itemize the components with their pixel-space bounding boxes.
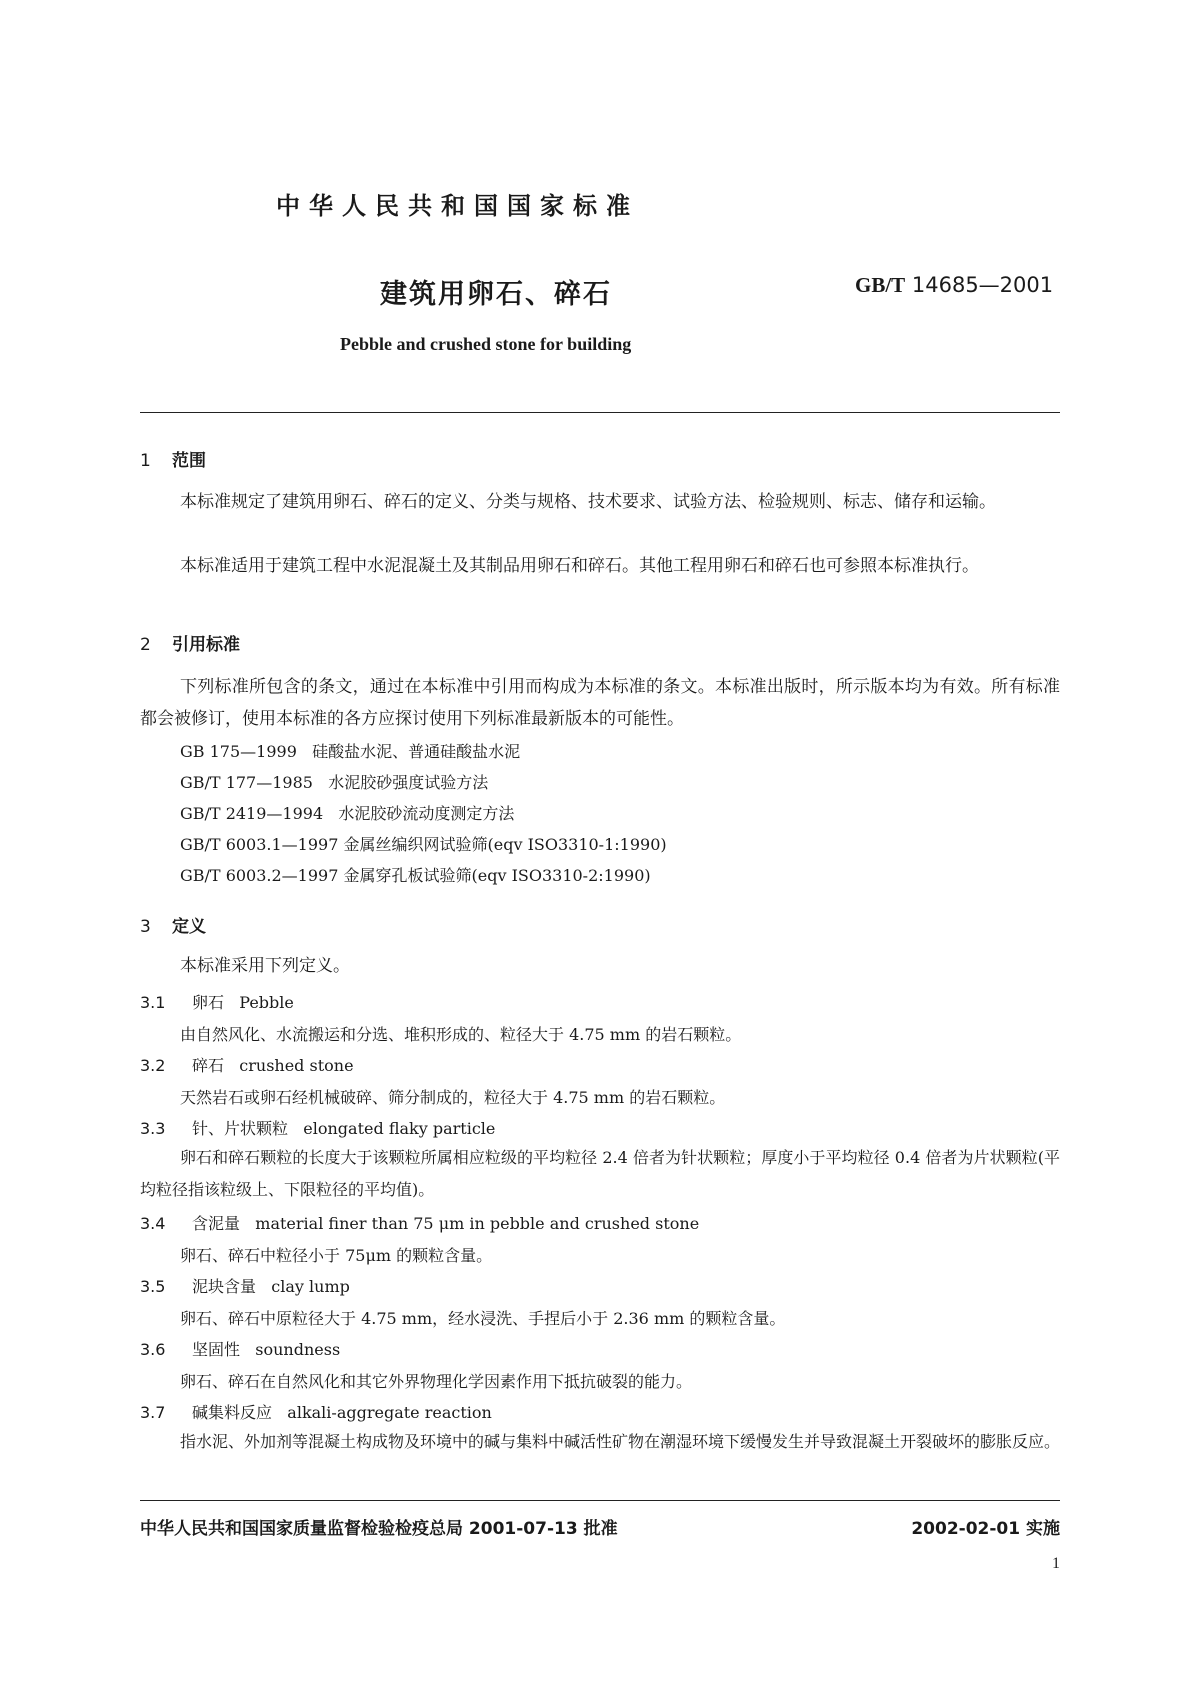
section-number: 2 [140,635,151,655]
reference-name: 金属穿孔板试验筛(eqv ISO3310-2:1990) [343,866,651,885]
term-en: alkali-aggregate reaction [287,1403,492,1422]
reference-item [180,770,488,793]
clause-number: 3.2 [140,1056,166,1075]
reference-name: 金属丝编织网试验筛(eqv ISO3310-1:1990) [343,835,667,854]
clause-number: 3.6 [140,1340,166,1359]
definition-term [140,1400,492,1423]
clause-number: 3.5 [140,1277,166,1296]
definition-term [140,1211,699,1234]
term-cn: 卵石 [192,993,225,1012]
term-en: soundness [255,1340,341,1359]
term-cn: 碎石 [192,1056,225,1075]
definition-term [140,1116,495,1139]
standard-code-prefix: GB/T [855,273,906,297]
section-heading-scope [140,446,206,471]
header-divider [140,412,1060,413]
reference-name: 硅酸盐水泥、普通硅酸盐水泥 [312,742,521,761]
section-title: 范围 [172,451,206,471]
national-standard-heading: 中华人民共和国国家标准 [276,192,639,220]
scope-paragraph: 本标准适用于建筑工程中水泥混凝土及其制品用卵石和碎石。其他工程用卵石和碎石也可参照本标准执行。 [180,556,979,576]
definition-text: 指水泥、外加剂等混凝土构成物及环境中的碱与集料中碱活性矿物在潮湿环境下缓慢发生并导致混凝土开裂破坏的膨胀反应。 [180,1432,1061,1451]
reference-name: 水泥胶砂强度试验方法 [328,773,489,792]
reference-item [180,863,651,886]
page-number: 1 [1052,1555,1060,1572]
scope-paragraph: 本标准规定了建筑用卵石、碎石的定义、分类与规格、技术要求、试验方法、检验规则、标志、储存和运输。 [180,492,996,512]
definition-term [140,1337,340,1360]
reference-code: GB/T 2419—1994 [180,804,324,823]
reference-code: GB/T 177—1985 [180,773,313,792]
section-heading-references [140,630,240,655]
section-title: 引用标准 [172,635,240,655]
term-en: elongated flaky particle [303,1119,496,1138]
standard-code-number: 14685—2001 [911,273,1054,297]
reference-item [180,832,667,855]
clause-number: 3.7 [140,1403,166,1422]
footer-divider [140,1500,1060,1501]
term-en: clay lump [271,1277,350,1296]
approval-statement: 中华人民共和国国家质量监督检验检疫总局 2001-07-13 批准 [140,1519,618,1539]
section-number: 1 [140,451,151,471]
document-title-cn: 建筑用卵石、碎石 [380,279,612,310]
term-cn: 泥块含量 [192,1277,257,1296]
clause-number: 3.1 [140,993,166,1012]
term-cn: 含泥量 [192,1214,241,1233]
reference-item [180,801,514,824]
reference-item [180,739,520,762]
term-cn: 碱集料反应 [192,1403,273,1422]
clause-number: 3.3 [140,1119,166,1138]
term-en: Pebble [239,993,294,1012]
document-title-en: Pebble and crushed stone for building [340,334,632,354]
definition-text: 卵石、碎石中原粒径大于 4.75 mm，经水浸洗、手捏后小于 2.36 mm 的颗粒含量。 [180,1309,786,1328]
reference-code: GB/T 6003.1—1997 [180,835,339,854]
definitions-intro: 本标准采用下列定义。 [180,956,350,976]
definition-text: 卵石、碎石在自然风化和其它外界物理化学因素作用下抵抗破裂的能力。 [180,1372,693,1391]
section-heading-definitions [140,912,206,937]
reference-code: GB 175—1999 [180,742,297,761]
section-number: 3 [140,917,151,937]
definition-term [140,990,294,1013]
term-en: crushed stone [239,1056,354,1075]
definition-text: 由自然风化、水流搬运和分选、堆积形成的、粒径大于 4.75 mm 的岩石颗粒。 [180,1025,742,1044]
definition-term [140,1274,350,1297]
clause-number: 3.4 [140,1214,166,1233]
reference-name: 水泥胶砂流动度测定方法 [338,804,515,823]
section-title: 定义 [172,917,206,937]
term-en: material finer than 75 μm in pebble and crushed stone [255,1214,700,1233]
reference-code: GB/T 6003.2—1997 [180,866,339,885]
standard-code [855,273,1053,298]
definition-term [140,1053,354,1076]
term-cn: 坚固性 [192,1340,241,1359]
definition-text: 卵石、碎石中粒径小于 75μm 的颗粒含量。 [180,1246,493,1265]
references-intro: 下列标准所包含的条文，通过在本标准中引用而构成为本标准的条文。本标准出版时，所示版本均为有效。所有标准都会被修订，使用本标准的各方应探讨使用下列标准最新版本的可能性。 [140,677,1060,729]
implementation-date: 2002-02-01 实施 [911,1519,1060,1539]
definition-text: 卵石和碎石颗粒的长度大于该颗粒所属相应粒级的平均粒径 2.4 倍者为针状颗粒；厚度小于平均粒径 0.4 倍者为片状颗粒(平均粒径指该粒级上、下限粒径的平均值)。 [140,1148,1060,1199]
definition-text: 天然岩石或卵石经机械破碎、筛分制成的，粒径大于 4.75 mm 的岩石颗粒。 [180,1088,726,1107]
term-cn: 针、片状颗粒 [192,1119,289,1138]
